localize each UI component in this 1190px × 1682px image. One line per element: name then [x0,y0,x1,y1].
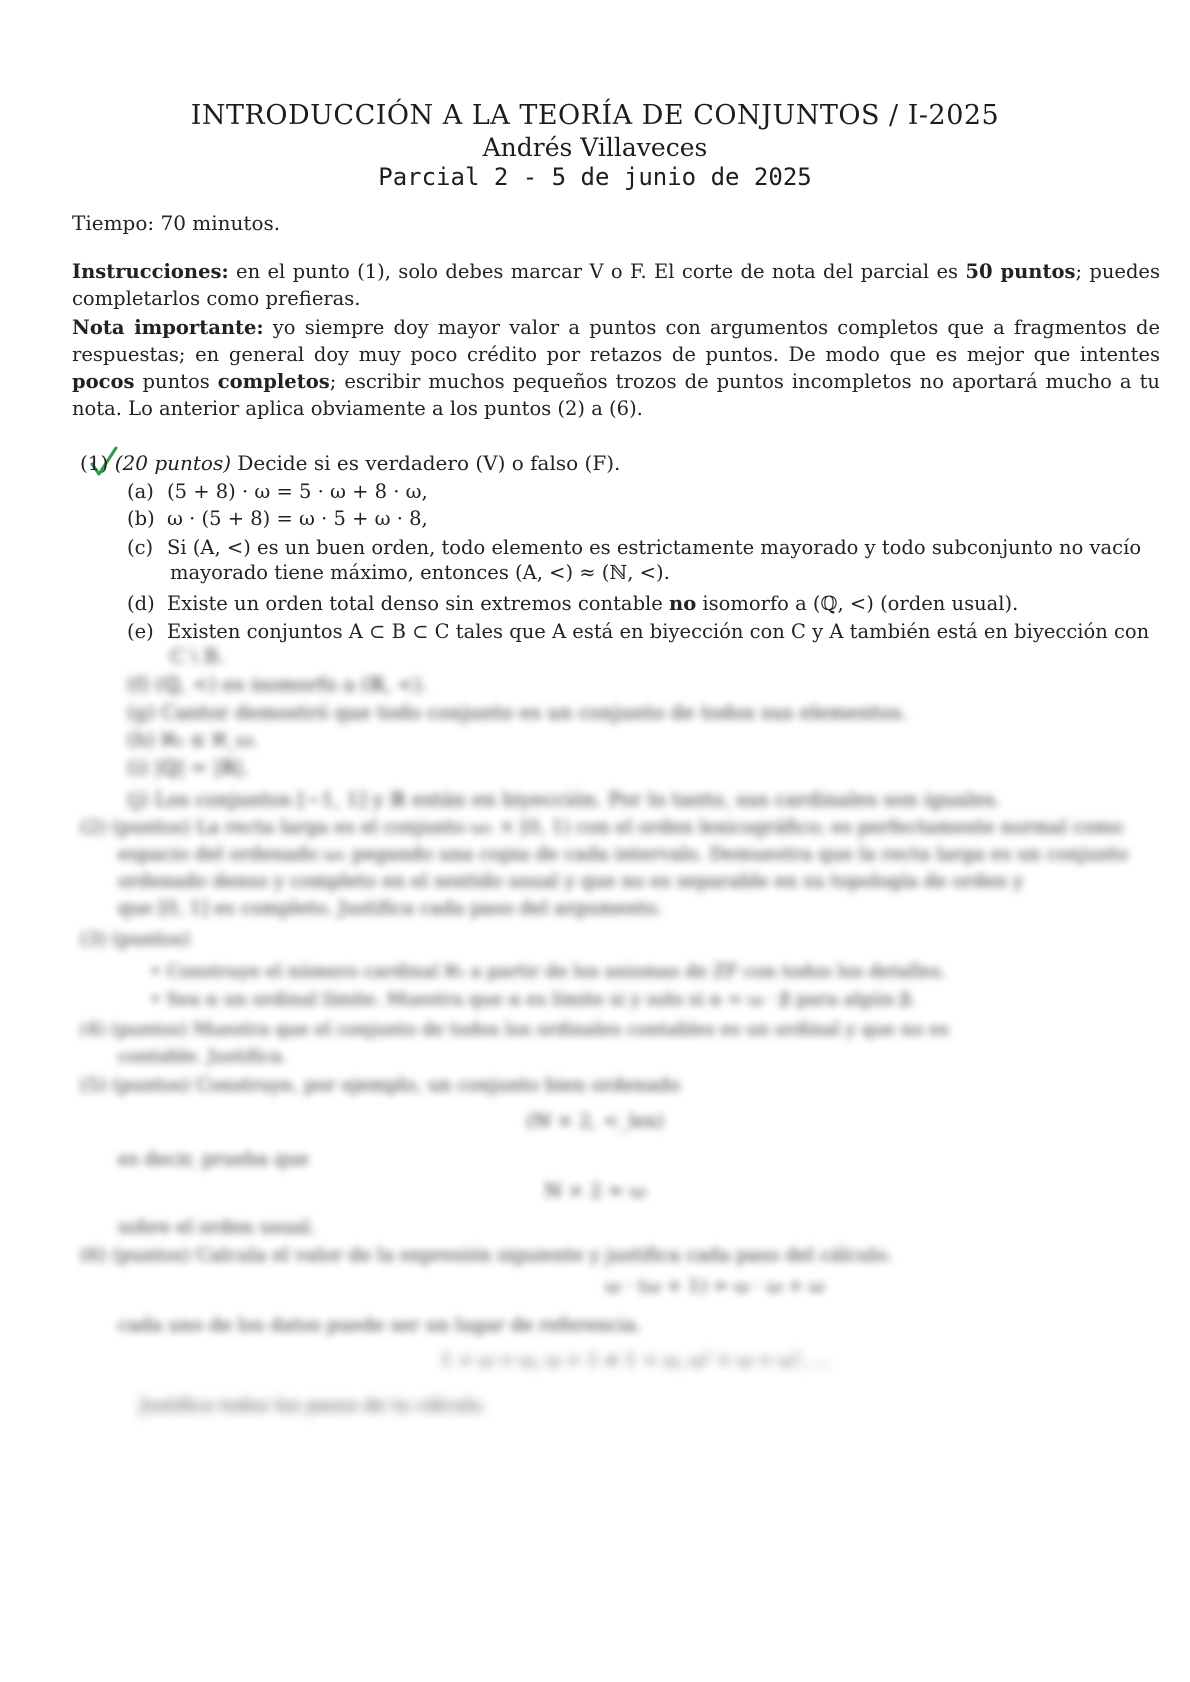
blurred-question-3-header: (3) (puntos) [80,929,191,950]
question-1-header [80,451,620,475]
question-1-item-b [127,505,428,532]
blurred-question-4-line-1: (4) (puntos) Muestra que el conjunto de todos los ordinales contables es un ordinal y que no es [80,1019,949,1040]
blurred-question-5-line-2: es decir, prueba que [118,1149,309,1170]
blurred-question-4-line-2: contable. Justifica. [118,1046,288,1067]
blurred-question-2-line-3: ordenado denso y completo en el sentido usual y que no es separable en su topología de orden y [118,871,1024,892]
item-d-bold: no [669,592,697,615]
item-a-text: (5 + 8) · ω = 5 · ω + 8 · ω, [167,480,428,503]
blurred-line-5: (i) |ℚ| = |ℝ|. [127,756,250,779]
blurred-question-5-line-1: (5) (puntos) Construye, por ejemplo, un conjunto bien ordenado [80,1075,681,1096]
note-paragraph [72,314,1160,422]
note-bold-completos: completos [217,370,330,393]
question-1-number: (1) [80,451,109,475]
blurred-question-5-line-3: sobre el orden usual. [118,1217,316,1238]
blurred-question-5-formula-2: ℕ × 2 ≈ ω [544,1180,646,1202]
question-1-item-c [127,534,1141,561]
blurred-question-6-line-1: (6) (puntos) Calcula el valor de la expresión siguiente y justifica cada paso del cálculo. [80,1245,893,1266]
blurred-question-5-formula-1: (ℕ × 2, <_lex) [526,1110,664,1132]
item-d-text2: isomorfo a (ℚ, <) (orden usual). [696,592,1019,615]
exam-author: Andrés Villaveces [482,133,708,162]
blurred-question-6-formula-1: ω · (ω + 1) = ω · ω + ω [605,1276,825,1297]
item-c-label: (c) [127,536,154,559]
blurred-line-3: (g) Cantor demostró que todo conjunto es un conjunto de todos sus elementos. [127,701,908,724]
question-1-text: Decide si es verdadero (V) o falso (F). [231,451,621,475]
item-c-continuation: mayorado tiene máximo, entonces (A, <) ≈ (ℕ, <). [170,561,670,584]
blurred-question-2-line-4: que [0, 1] es completo. Justifica cada paso del argumento. [118,898,663,919]
instructions-text-b: ; puedes completarlos como prefieras. [72,260,1160,310]
note-text-b: puntos [134,370,218,393]
blurred-question-3-bullet-1: • Construye el número cardinal ℵ₁ a partir de los axiomas de ZF con todos los detalles. [150,961,947,982]
blurred-question-6-formula-2: 1 + ω = ω, ω + 1 ≠ 1 + ω, ω² + ω = ω², ... [440,1350,830,1371]
blurred-question-2-line-2: espacio del ordenado ω₁ pegando una copia de cada intervalo. Demuestra que la recta larga es un conjunto [118,844,1129,865]
question-1-points: (20 puntos) [114,451,232,475]
item-a-label: (a) [127,480,154,503]
blurred-question-3-bullet-2: • Sea α un ordinal límite. Muestra que α es límite si y solo si α = ω · β para algún β. [150,989,917,1010]
item-b-text: ω · (5 + 8) = ω · 5 + ω · 8, [167,507,428,530]
item-c-text: Si (A, <) es un buen orden, todo elemento es estrictamente mayorado y todo subconjunto no vacío [167,536,1142,559]
exam-title: INTRODUCCIÓN A LA TEORÍA DE CONJUNTOS / I-2025 [190,100,1000,131]
question-1-item-d [127,590,1018,617]
item-e-text: Existen conjuntos A ⊂ B ⊂ C tales que A está en biyección con C y A también está en biyección con [167,620,1150,643]
instructions-bold-points: 50 puntos [965,260,1076,283]
exam-subtitle: Parcial 2 - 5 de junio de 2025 [378,163,812,191]
instructions-text-a: en el punto (1), solo debes marcar V o F. El corte de nota del parcial es [228,260,966,283]
blurred-line-2: (f) (ℚ, <) es isomorfo a (ℝ, <). [127,673,428,696]
item-d-text: Existe un orden total denso sin extremos contable [167,592,670,615]
question-1-item-e [127,618,1149,645]
note-bold-pocos: pocos [72,370,135,393]
blurred-question-6-line-2: cada uno de los datos puede ser un lugar de referencia. [118,1315,642,1336]
instructions-label: Instrucciones: [72,260,229,283]
instructions-paragraph [72,258,1160,312]
blurred-line-6: (j) Los conjuntos [−1, 1] y ℝ están en biyección. Por lo tanto, sus cardinales son iguales. [127,788,1001,811]
question-1-item-a [127,478,428,505]
note-label: Nota importante: [72,316,264,339]
blurred-line-4: (h) ℵ₀ ≤ ℵ_ω. [127,728,259,751]
item-d-label: (d) [127,592,155,615]
time-limit: Tiempo: 70 minutos. [72,211,281,235]
blurred-question-2-line-1: (2) (puntos) La recta larga es el conjunto ω₁ × [0, 1) con el orden lexicográfico; es perfectamente normal como [80,817,1123,838]
item-e-label: (e) [127,620,154,643]
blurred-line-1: C \ B. [170,645,225,668]
item-b-label: (b) [127,507,155,530]
note-text-c: ; escribir muchos pequeños trozos de puntos incompletos no aportará mucho a tu nota. Lo anterior aplica obviamente a los puntos (2) a (6). [72,370,1160,420]
blurred-question-6-line-3: Justifica todos los pasos de tu cálculo. [140,1395,487,1416]
note-text-a: yo siempre doy mayor valor a puntos con argumentos completos que a fragmentos de respuestas; en general doy muy poco crédito por retazos de puntos. De modo que es mejor que intentes [72,316,1160,366]
